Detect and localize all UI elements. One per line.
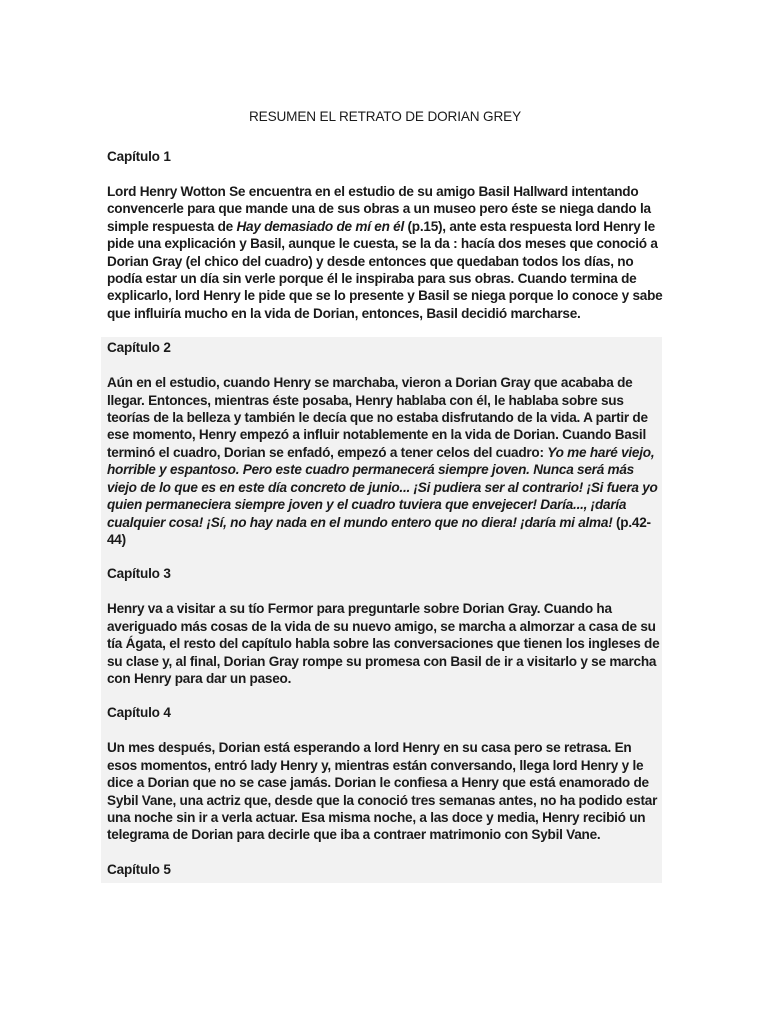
chapter-4-heading: Capítulo 4 (107, 705, 171, 721)
document-title: RESUMEN EL RETRATO DE DORIAN GREY (248, 109, 521, 124)
chapter-2-quote: Yo me haré viejo, horrible y espantoso. Pero este cuadro permanecerá siempre joven. Nunca será más viejo de lo que es en este día concreto de junio... ¡Si pudiera ser al contrario! ¡Si fuera yo quien permaneciera siempre joven y el cuadro tuviera que envejecer! Daría..., ¡daría cualquier cosa! ¡Sí, no hay nada en el mundo entero que no diera! ¡daría mi alma! (107, 444, 658, 530)
chapter-2-heading: Capítulo 2 (107, 340, 171, 356)
chapter-3-text: Henry va a visitar a su tío Fermor para preguntarle sobre Dorian Gray. Cuando ha averiguado más cosas de la vida de su nuevo amigo, se marcha a almorzar a casa de su tía Ágata, el resto del capítulo habla sobre las conversaciones que tienen los ingleses de su clase y, al final, Dorian Gray rompe su promesa con Basil de ir a visitarlo y se marcha con Henry para dar un paseo. (107, 601, 660, 686)
chapter-1-text: Lord Henry Wotton Se encuentra en el estudio de su amigo Basil Hallward intentando convencerle para que mande una de sus obras a un museo pero éste se niega dando la simple respuesta de Hay demasiado de mí en él (p.15), ante esta respuesta lord Henry le pide una explicación y Basil, aunque le cuesta, se la da : hacía dos meses que conoció a Dorian Gray (el chico del cuadro) y desde entonces que quedaban todos los días, no podía estar un día sin verle porque él le inspiraba para sus obras. Cuando termina de explicarlo, lord Henry le pide que se lo presente y Basil se niega porque lo conoce y sabe que influiría mucho en la vida de Dorian, entonces, Basil decidió marcharse. (107, 184, 663, 321)
chapter-4-text: Un mes después, Dorian está esperando a lord Henry en su casa pero se retrasa. En esos momentos, entró lady Henry y, mientras están conversando, llega lord Henry y le dice a Dorian que no se case jamás. Dorian le confiesa a Henry que está enamorado de Sybil Vane, una actriz que, desde que la conoció tres semanas antes, no ha podido estar una noche sin ir a verla actuar. Esa misma noche, a las doce y media, Henry recibió un telegrama de Dorian para decirle que iba a contraer matrimonio con Sybil Vane. (107, 740, 658, 843)
chapter-1-quote: Hay demasiado de mí en él (236, 218, 404, 234)
chapter-2-text: Aún en el estudio, cuando Henry se marchaba, vieron a Dorian Gray que acababa de llegar. Entonces, mientras éste posaba, Henry hablaba con él, le hablaba sobre sus teorías de la belleza y también le decía que no estaba disfrutando de la vida. A partir de ese momento, Henry empezó a influir notablemente en la vida de Dorian. Cuando Basil terminó el cuadro, Dorian se enfadó, empezó a tener celos del cuadro: Yo me haré viejo, horrible y espantoso. Pero este cuadro permanecerá siempre joven. Nunca será más viejo de lo que es en este día concreto de junio... ¡Si pudiera ser al contrario! ¡Si fuera yo quien permaneciera siempre joven y el cuadro tuviera que envejecer! Daría..., ¡daría cualquier cosa! ¡Sí, no hay nada en el mundo entero que no diera! ¡daría mi alma! (p.42-44) (107, 375, 658, 547)
chapter-1-heading: Capítulo 1 (107, 149, 171, 164)
document-body (107, 108, 663, 879)
chapter-3-heading: Capítulo 3 (107, 566, 171, 582)
chapter-5-heading: Capítulo 5 (107, 861, 171, 877)
